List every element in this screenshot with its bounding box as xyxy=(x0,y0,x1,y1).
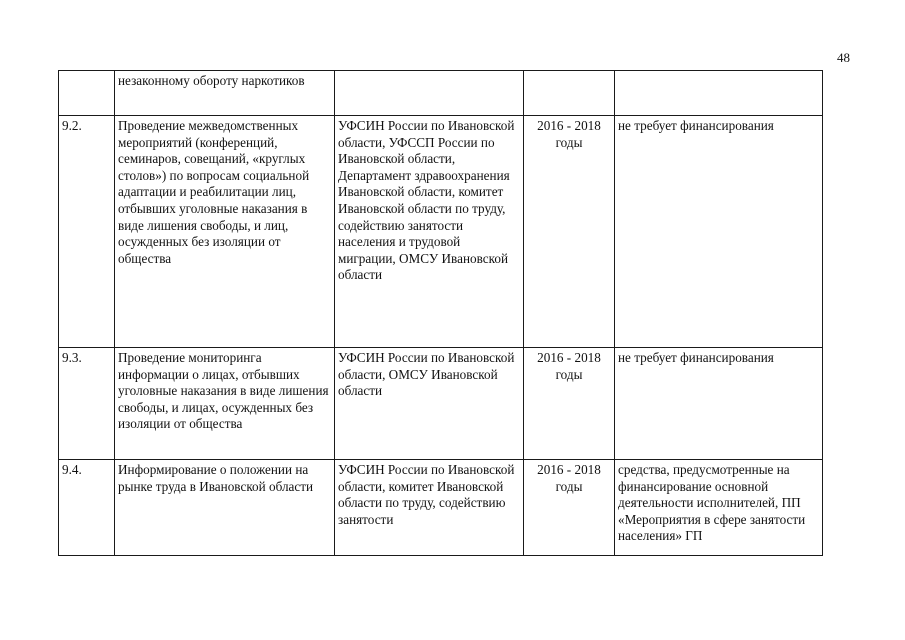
activity-cell: Информирование о положении на рынке труда в Ивановской области xyxy=(115,460,335,556)
period-cell xyxy=(524,71,615,116)
financing-cell: не требует финансирования xyxy=(615,348,823,460)
financing-cell: не требует финансирования xyxy=(615,116,823,348)
activity-cell: незаконному обороту наркотиков xyxy=(115,71,335,116)
responsible-cell: УФСИН России по Ивановской области, комитет Ивановской области по труду, содействию занятости xyxy=(335,460,524,556)
financing-cell xyxy=(615,71,823,116)
period-cell: 2016 - 2018 годы xyxy=(524,348,615,460)
financing-cell: средства, предусмотренные на финансирование основной деятельности исполнителей, ПП «Мероприятия в сфере занятости населения» ГП xyxy=(615,460,823,556)
activity-cell: Проведение межведомственных мероприятий (конференций, семинаров, совещаний, «круглых столов») по вопросам социальной адаптации и реабилитации лиц, отбывших уголовные наказания в виде лишения свободы, и лиц, осужденных без изоляции от общества xyxy=(115,116,335,348)
row-number-cell xyxy=(59,71,115,116)
responsible-cell: УФСИН России по Ивановской области, УФССП России по Ивановской области, Департамент здравоохранения Ивановской области, комитет Ивановской области по труду, содействию занятости населения и трудовой миграции, ОМСУ Ивановской области xyxy=(335,116,524,348)
program-table xyxy=(58,70,823,556)
row-number-cell: 9.4. xyxy=(59,460,115,556)
row-number-cell: 9.2. xyxy=(59,116,115,348)
period-cell: 2016 - 2018 годы xyxy=(524,460,615,556)
page-number: 48 xyxy=(837,50,850,65)
responsible-cell: УФСИН России по Ивановской области, ОМСУ Ивановской области xyxy=(335,348,524,460)
table-row xyxy=(59,71,823,116)
responsible-cell xyxy=(335,71,524,116)
row-number-cell: 9.3. xyxy=(59,348,115,460)
table-row xyxy=(59,116,823,348)
table-row xyxy=(59,348,823,460)
activity-cell: Проведение мониторинга информации о лицах, отбывших уголовные наказания в виде лишения свободы, и лицах, осужденных без изоляции от общества xyxy=(115,348,335,460)
period-cell: 2016 - 2018 годы xyxy=(524,116,615,348)
table-row xyxy=(59,460,823,556)
